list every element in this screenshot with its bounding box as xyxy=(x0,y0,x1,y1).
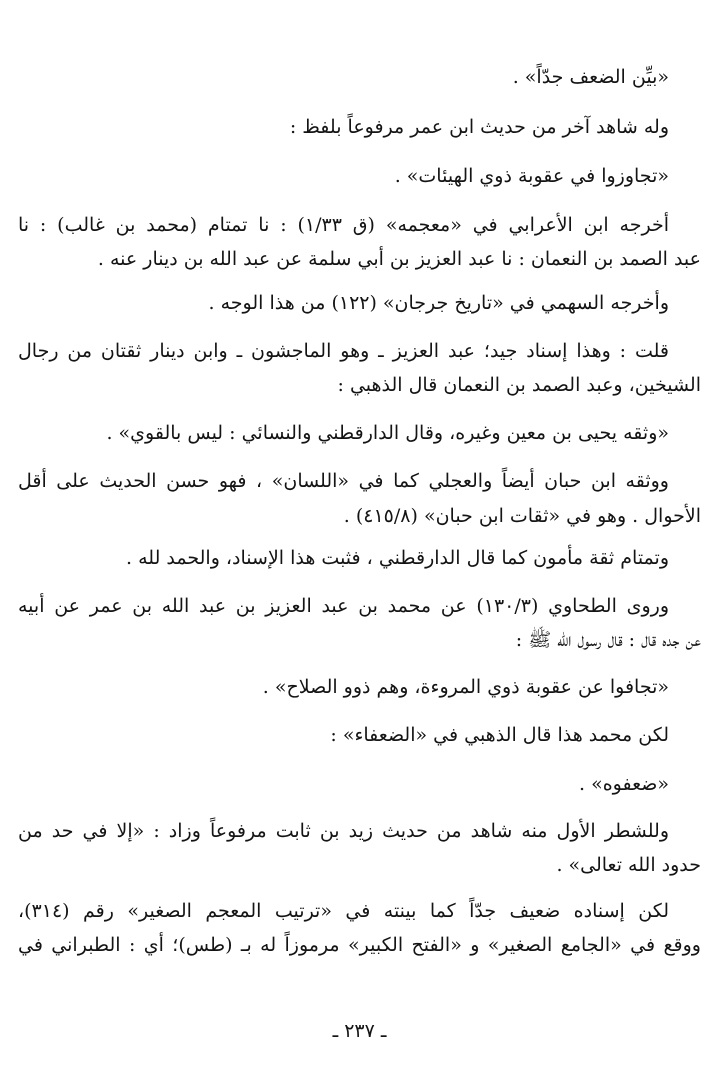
text-line: ووقع في «الجامع الصغير» و «الفتح الكبير» مرموزاً له بـ (طس)؛ أي : الطبراني في xyxy=(18,934,701,956)
text-line: قلت : وهذا إسناد جيد؛ عبد العزيز ـ وهو الماجشون ـ وابن دينار ثقتان من رجال xyxy=(18,340,669,362)
text-line: عبد الصمد بن النعمان : نا عبد العزيز بن أبي سلمة عن عبد الله بن دينار عنه . xyxy=(97,248,701,270)
text-line: «وثقه يحيى بن معين وغيره، وقال الدارقطني والنسائي : ليس بالقوي» . xyxy=(106,422,669,444)
text-line: الأحوال . وهو في «ثقات ابن حبان» (٤١٥/٨) . xyxy=(343,505,701,527)
text-line: وروى الطحاوي (١٣٠/٣) عن محمد بن عبد العزيز بن عبد الله بن عمر عن أبيه xyxy=(18,595,669,617)
text-line: «ضعفوه» . xyxy=(578,773,669,795)
text-line: وأخرجه السهمي في «تاريخ جرجان» (١٢٢) من هذا الوجه . xyxy=(208,292,669,314)
text-line: لكن محمد هذا قال الذهبي في «الضعفاء» : xyxy=(330,724,669,746)
text-line: «بيِّن الضعف جدّاً» . xyxy=(512,66,669,88)
text-line: «تجافوا عن عقوبة ذوي المروءة، وهم ذوو الصلاح» . xyxy=(262,676,669,698)
text-line: الشيخين، وعبد الصمد بن النعمان قال الذهبي : xyxy=(337,374,701,396)
text-line: وتمتام ثقة مأمون كما قال الدارقطني ، فثبت هذا الإسناد، والحمد لله . xyxy=(126,547,669,569)
page-number: ـ ٢٣٧ ـ xyxy=(332,1020,387,1042)
text-line: أخرجه ابن الأعرابي في «معجمه» (ق ١/٣٣) : نا تمتام (محمد بن غالب) : نا xyxy=(18,214,669,236)
text-line: عن جده قال : قال رسول الله ﷺ : xyxy=(515,629,701,651)
text-line: وله شاهد آخر من حديث ابن عمر مرفوعاً بلفظ : xyxy=(289,116,669,138)
text-line: «تجاوزوا في عقوبة ذوي الهيئات» . xyxy=(394,165,669,187)
text-line: وللشطر الأول منه شاهد من حديث زيد بن ثابت مرفوعاً وزاد : «إلا في حد من xyxy=(18,820,669,842)
text-line: حدود الله تعالى» . xyxy=(556,854,701,876)
text-line: ووثقه ابن حبان أيضاً والعجلي كما في «اللسان» ، فهو حسن الحديث على أقل xyxy=(18,470,669,492)
text-line: لكن إسناده ضعيف جدّاً كما بينته في «ترتيب المعجم الصغير» رقم (٣١٤)، xyxy=(18,900,669,922)
